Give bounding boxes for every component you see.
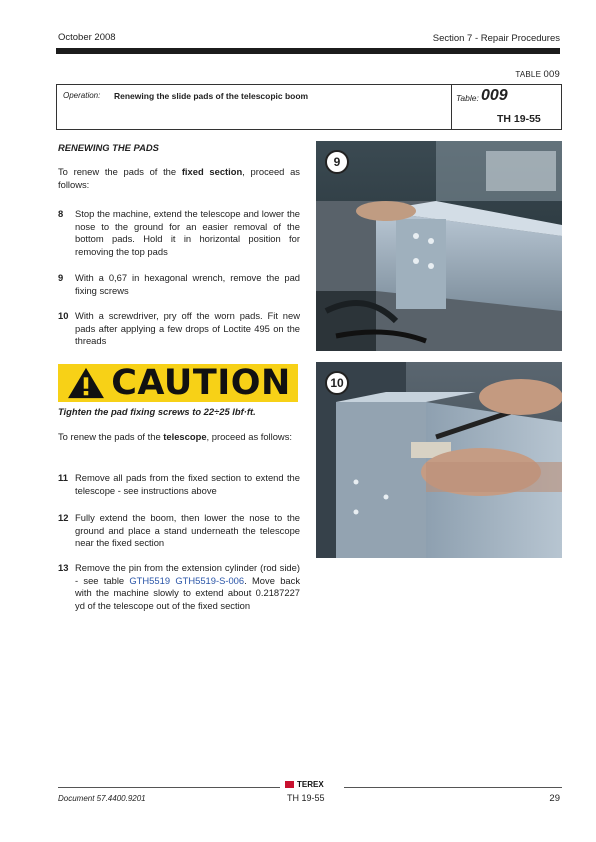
intro-fixed-section: To renew the pads of the fixed section, proceed as follows: — [58, 166, 300, 190]
footer-document: Document 57.4400.9201 — [58, 794, 146, 803]
step-12 — [58, 512, 300, 550]
step-11 — [58, 472, 300, 497]
photo-badge-10: 10 — [325, 371, 349, 395]
photo-step-9 — [316, 141, 562, 351]
step-10 — [58, 310, 300, 348]
header-rule — [56, 48, 560, 54]
step-number: 10 — [58, 310, 69, 321]
table-ref-number: 009 — [543, 69, 560, 80]
caution-word: CAUTION — [111, 363, 291, 403]
step-13 — [58, 562, 300, 612]
operation-label: Operation: — [63, 91, 101, 100]
step-9 — [58, 272, 300, 297]
step-number: 11 — [58, 472, 68, 483]
step-text: Remove the pin from the extension cylinder (rod side) - see table GTH5519 GTH5519-S-006. Move back with the machine slowly to extend about 0.2187227 yd of the telescope out of the fixed section — [75, 562, 301, 611]
footer-code: TH 19-55 — [287, 793, 325, 803]
warning-triangle-icon — [65, 366, 107, 400]
step-text: Fully extend the boom, then lower the nose to the ground and place a stand underneath the telescope near the fixed section — [75, 512, 300, 548]
caution-note: Tighten the pad fixing screws to 22÷25 lbf·ft. — [58, 406, 256, 417]
photo-step-10 — [316, 362, 562, 558]
table-ref-label: TABLE — [515, 70, 542, 79]
table-code: TH 19-55 — [497, 113, 541, 125]
step-text: With a screwdriver, pry off the worn pads. Fit new pads after applying a few drops of Loctite 495 on the threads — [75, 310, 300, 346]
step-8 — [58, 208, 300, 258]
link-gth5519[interactable]: GTH5519 — [129, 574, 171, 586]
header-section: Section 7 - Repair Procedures — [432, 33, 560, 44]
intro-telescope: To renew the pads of the telescope, proceed as follows: — [58, 431, 292, 442]
terex-logo-mark-icon — [285, 781, 294, 788]
link-gth5519-s-006[interactable]: GTH5519-S-006 — [175, 574, 245, 586]
intro-telescope-bold: telescope — [163, 431, 207, 442]
step-text: With a 0,67 in hexagonal wrench, remove the pad fixing screws — [75, 272, 300, 296]
section-heading: RENEWING THE PADS — [58, 142, 159, 153]
header-date: October 2008 — [58, 32, 116, 43]
photo-10-illustration — [316, 362, 562, 558]
step-text: Stop the machine, extend the telescope and lower the nose to the ground for an easier removal of the bottom pads. Hold it in horizontal position for removing the top pads — [75, 208, 300, 257]
operation-box — [56, 84, 562, 130]
table-number: 009 — [481, 87, 508, 104]
operation-title: Renewing the slide pads of the telescopic boom — [114, 91, 309, 101]
footer-rule-right — [344, 787, 562, 788]
step-number: 8 — [58, 208, 64, 219]
page-number: 29 — [549, 793, 560, 804]
caution-banner — [58, 364, 298, 402]
step-text: Remove all pads from the fixed section to extend the telescope - see instructions above — [75, 472, 300, 496]
step-number: 12 — [58, 512, 69, 523]
intro-fixed-section-bold: fixed section — [181, 166, 243, 177]
table-reference — [515, 69, 560, 80]
terex-logo-text: TEREX — [297, 780, 324, 789]
operation-box-divider — [451, 85, 452, 129]
footer-rule-left — [58, 787, 280, 788]
terex-logo — [285, 780, 324, 789]
photo-badge-9: 9 — [325, 150, 349, 174]
table-label: Table: — [456, 93, 479, 103]
photo-9-illustration — [316, 141, 562, 351]
step-number: 9 — [58, 272, 64, 283]
step-number: 13 — [58, 562, 69, 573]
